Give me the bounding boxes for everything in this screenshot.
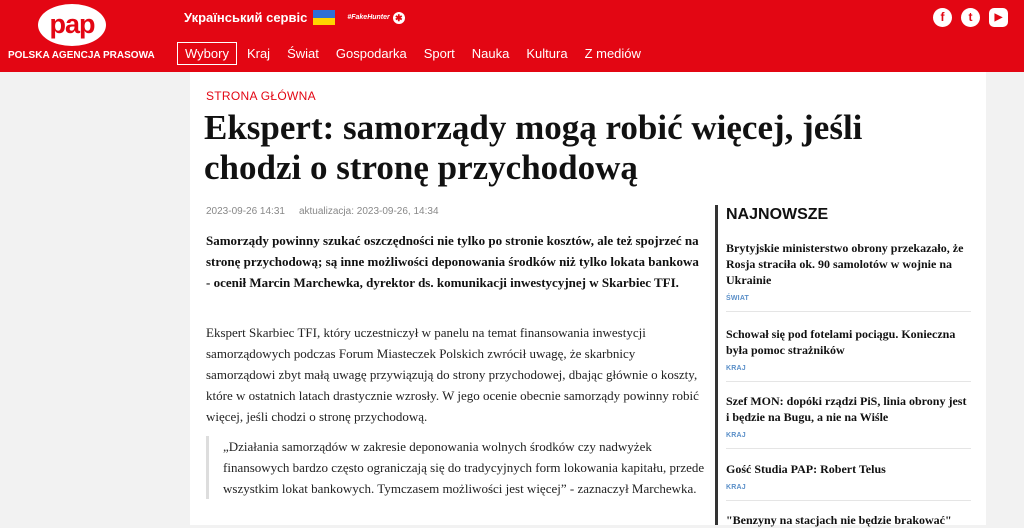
facebook-icon[interactable]: f	[933, 8, 952, 27]
news-item[interactable]	[726, 240, 971, 302]
published-date: 2023-09-26 14:31	[206, 206, 285, 217]
nav-item-kraj[interactable]: Kraj	[246, 46, 271, 61]
youtube-icon[interactable]: ▶	[989, 8, 1008, 27]
fakehunter-icon: ✱	[393, 12, 405, 24]
nav-item-sport[interactable]: Sport	[423, 46, 455, 61]
news-title[interactable]: Szef MON: dopóki rządzi PiS, linia obrony jest i będzie na Bugu, a nie na Wiśle	[726, 394, 967, 424]
article-title: Ekspert: samorządy mogą robić więcej, jeśli chodzi o stronę przychodową	[204, 108, 863, 187]
article-meta	[206, 206, 453, 217]
fakehunter-link[interactable]	[347, 12, 404, 24]
nav-item-wybory[interactable]: Wybory	[177, 42, 237, 65]
article-container	[190, 72, 986, 525]
nav-item-z-mediow[interactable]: Z mediów	[584, 46, 641, 61]
divider	[726, 448, 971, 449]
divider	[726, 381, 971, 382]
news-title[interactable]: Gość Studia PAP: Robert Telus	[726, 462, 886, 476]
main-nav	[177, 42, 651, 65]
updated-date: aktualizacja: 2023-09-26, 14:34	[298, 206, 439, 217]
article-paragraph: Ekspert Skarbiec TFI, który uczestniczył w panelu na temat finansowania inwestycji samorządowych podczas Forum Miasteczek Polskich zwrócił uwagę, że skarbnicy samorządowi zbyt małą uwagę przywiązują do strony przychodowej, dbając głównie o koszty, które w ostatnich latach drastycznie wzrosły. W jego ocenie obecnie samorządy powinny robić więcej, jeśli chodzi o stronę przychodową.	[206, 325, 699, 424]
logo-mark: pap	[38, 4, 106, 46]
news-tag[interactable]: ŚWIAT	[726, 295, 750, 302]
article-quote: „Działania samorządów w zakresie deponowania wolnych środków czy nadwyżek finansowych bardzo często ograniczają się do tradycyjnych form lokowania kapitału, przede wszystkim lokat bankowych. Tymczasem możliwości jest więcej” - zaznaczył Marchewka.	[206, 436, 713, 499]
ukraine-flag-icon	[313, 10, 335, 25]
nav-item-swiat[interactable]: Świat	[287, 46, 319, 61]
pap-logo[interactable]	[8, 4, 155, 68]
nav-item-gospodarka[interactable]: Gospodarka	[335, 46, 407, 61]
ukrainian-service-link[interactable]	[184, 10, 405, 25]
news-item[interactable]	[726, 393, 971, 439]
social-links	[924, 8, 1008, 27]
divider	[726, 311, 971, 312]
divider	[726, 500, 971, 501]
news-tag[interactable]: KRAJ	[726, 432, 746, 439]
news-title[interactable]: "Benzyny na stacjach nie będzie brakować"	[726, 513, 952, 527]
logo-subtitle: POLSKA AGENCJA PRASOWA	[8, 50, 155, 61]
news-item[interactable]	[726, 512, 971, 528]
nav-item-kultura[interactable]: Kultura	[526, 46, 568, 61]
news-tag[interactable]: KRAJ	[726, 365, 746, 372]
breadcrumb[interactable]: STRONA GŁÓWNA	[206, 89, 316, 103]
news-title[interactable]: Schował się pod fotelami pociągu. Konieczna była pomoc strażników	[726, 327, 956, 357]
news-title[interactable]: Brytyjskie ministerstwo obrony przekazało, że Rosja straciła ok. 90 samolotów w wojnie na Ukrainie	[726, 241, 964, 287]
news-tag[interactable]: KRAJ	[726, 484, 746, 491]
latest-news-sidebar	[715, 205, 971, 525]
fakehunter-label: #FakeHunter	[347, 14, 390, 21]
news-item[interactable]	[726, 326, 971, 372]
ukrainian-service-label: Український сервіс	[184, 10, 308, 25]
nav-item-nauka[interactable]: Nauka	[471, 46, 510, 61]
twitter-icon[interactable]: t	[961, 8, 980, 27]
top-header-bar	[0, 0, 1024, 72]
news-item[interactable]	[726, 461, 971, 491]
sidebar-title: NAJNOWSZE	[726, 206, 829, 223]
page-background-strip	[986, 72, 1024, 525]
article-lead: Samorządy powinny szukać oszczędności nie tylko po stronie kosztów, ale też spojrzeć na stronę przychodową; są inne możliwości deponowania środków niż tylko lokata bankowa - ocenił Marcin Marchewka, dyrektor ds. komunikacji inwestycyjnej w Skarbiec TFI.	[206, 233, 699, 290]
